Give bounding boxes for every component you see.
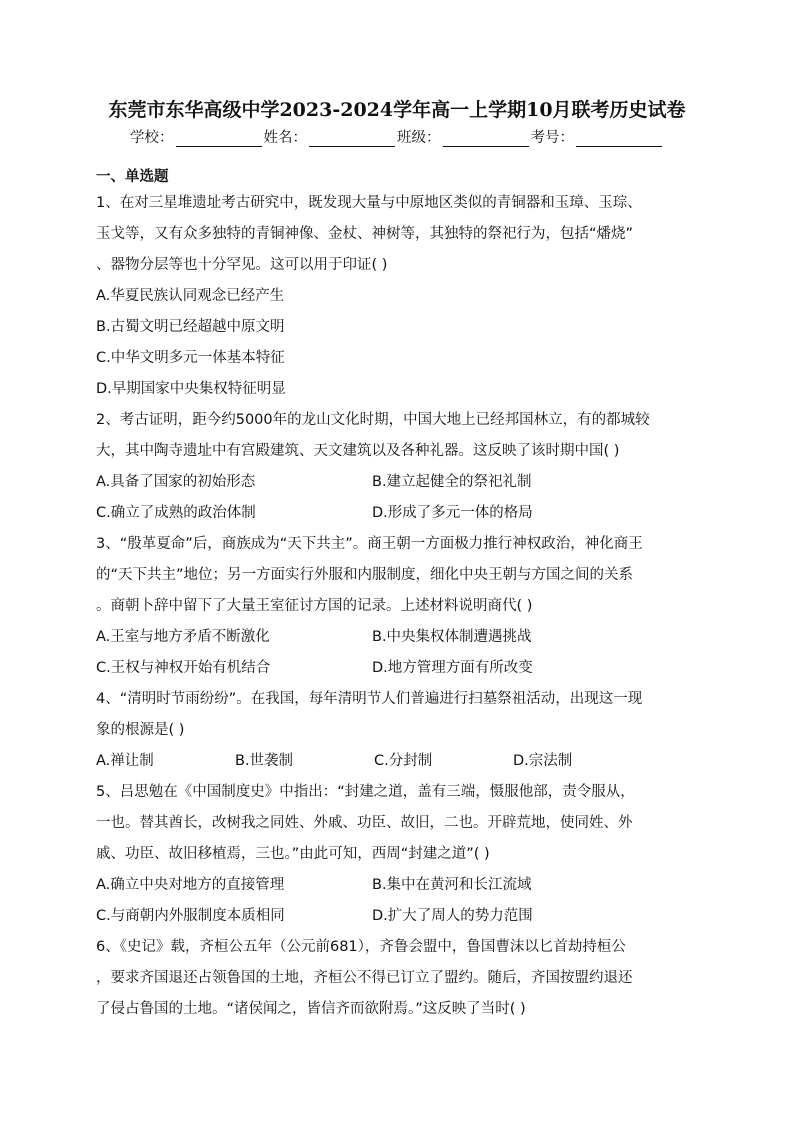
option-row	[96, 622, 702, 653]
question-line: 了侵占鲁国的土地。“诸侯闻之，皆信齐而欲附焉。”这反映了当时( )	[96, 1001, 526, 1017]
question-line: 3、“殷革夏命”后，商族成为“天下共主”。商王朝一方面极力推行神权政治，神化商王	[96, 536, 643, 552]
question-content	[96, 166, 702, 1025]
school-blank[interactable]	[176, 132, 262, 147]
section-heading: 一、单选题	[96, 169, 169, 185]
question-6	[96, 932, 702, 1025]
question-line: 大，其中陶寺遗址中有宫殿建筑、天文建筑以及各种礼器。这反映了该时期中国( )	[96, 443, 620, 459]
option-d: D.地方管理方面有所改变	[372, 660, 533, 676]
question-line: 5、吕思勉在《中国制度史》中指出：“封建之道，盖有三端，慑服他部，责令服从，	[96, 784, 635, 800]
number-label: 考号：	[530, 130, 574, 146]
question-line: 玉戈等，又有众多独特的青铜神像、金杖、神树等，其独特的祭祀行为，包括“燔烧”	[96, 226, 634, 242]
question-line: 、器物分层等也十分罕见。这可以用于印证( )	[96, 257, 388, 273]
question-line: ，要求齐国退还占领鲁国的土地，齐桓公不得已订立了盟约。随后，齐国按盟约退还	[96, 970, 633, 986]
class-label: 班级：	[397, 130, 441, 146]
question-line: 。商朝卜辞中留下了大量王室征讨方国的记录。上述材料说明商代( )	[96, 598, 533, 614]
number-blank[interactable]	[576, 132, 662, 147]
option-row	[96, 498, 702, 529]
option-a: A.禅让制	[96, 753, 154, 769]
name-blank[interactable]	[309, 132, 395, 147]
question-line: 4、“清明时节雨纷纷”。在我国，每年清明节人们普遍进行扫墓祭祖活动，出现这一现	[96, 691, 643, 707]
option-b: B.中央集权体制遭遇挑战	[372, 629, 532, 645]
question-line: 的“天下共主”地位；另一方面实行外服和内服制度，细化中央王朝与方国之间的关系	[96, 567, 634, 583]
question-5	[96, 777, 702, 932]
class-blank[interactable]	[443, 132, 529, 147]
option-d: D.宗法制	[513, 753, 573, 769]
question-line: 6、《史记》载，齐桓公五年（公元前681），齐鲁会盟中，鲁国曹沫以匕首劫持桓公	[96, 939, 626, 955]
question-line: 一也。替其酋长，改树我之同姓、外戚、功臣、故旧，二也。开辟荒地，使同姓、外	[96, 815, 633, 831]
option-a: A.确立中央对地方的直接管理	[96, 877, 285, 893]
question-4	[96, 684, 702, 777]
option-row	[96, 901, 702, 932]
option-row	[96, 870, 702, 901]
question-line: 1、在对三星堆遗址考古研究中，既发现大量与中原地区类似的青铜器和玉璋、玉琮、	[96, 195, 642, 211]
student-info-line	[0, 126, 794, 147]
option-c: C.分封制	[374, 753, 433, 769]
option-d: D.形成了多元一体的格局	[372, 505, 533, 521]
question-3	[96, 529, 702, 684]
option-row	[96, 467, 702, 498]
option-b: B.集中在黄河和长江流域	[372, 877, 532, 893]
option-a: A.具备了国家的初始形态	[96, 474, 256, 490]
option-a: A.华夏民族认同观念已经产生	[96, 288, 285, 304]
question-1	[96, 188, 702, 405]
option-row	[96, 653, 702, 684]
option-c: C.确立了成熟的政治体制	[96, 505, 256, 521]
option-c: C.王权与神权开始有机结合	[96, 660, 271, 676]
question-line: 2、考古证明，距今约5000年的龙山文化时期，中国大地上已经邦国林立，有的都城较	[96, 412, 650, 428]
name-label: 姓名：	[263, 130, 307, 146]
question-2	[96, 405, 702, 529]
question-line: 戚、功臣、故旧移植焉，三也。”由此可知，西周“封建之道”( )	[96, 846, 490, 862]
school-label: 学校：	[130, 130, 174, 146]
option-b: B.世袭制	[235, 753, 294, 769]
option-b: B.古蜀文明已经超越中原文明	[96, 319, 285, 335]
option-d: D.早期国家中央集权特征明显	[96, 381, 286, 397]
option-row	[96, 746, 702, 777]
option-c: C.与商朝内外服制度本质相同	[96, 908, 285, 924]
option-b: B.建立起健全的祭祀礼制	[372, 474, 532, 490]
option-c: C.中华文明多元一体基本特征	[96, 350, 285, 366]
exam-title: 东莞市东华高级中学2023-2024学年高一上学期10月联考历史试卷	[108, 99, 686, 121]
option-a: A.王室与地方矛盾不断激化	[96, 629, 270, 645]
question-line: 象的根源是( )	[96, 722, 185, 738]
option-d: D.扩大了周人的势力范围	[372, 908, 533, 924]
